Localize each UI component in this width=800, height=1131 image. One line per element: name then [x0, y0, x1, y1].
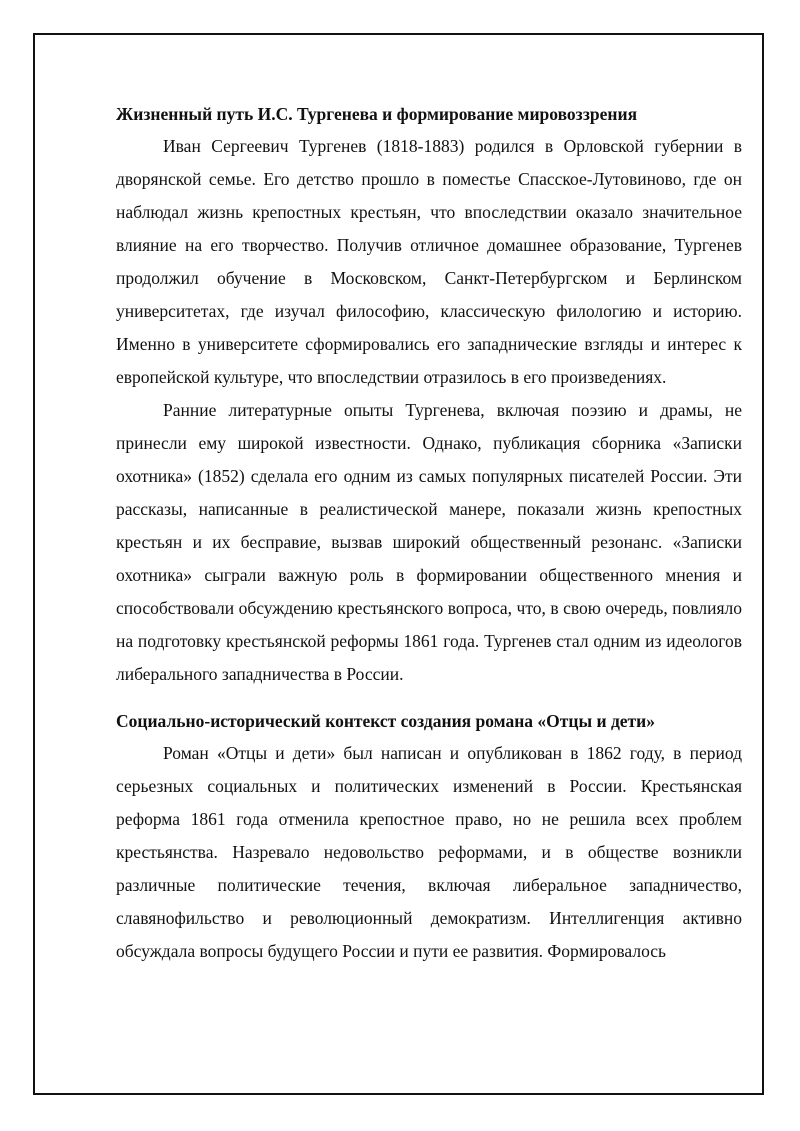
paragraph: Роман «Отцы и дети» был написан и опубликован в 1862 году, в период серьезных социальных и политических изменений в России. Крестьянская реформа 1861 года отменила крепостное право, но не решила всех проблем крестьянства. Назревало недовольство реформами, и в обществе возникли различные политические течения, включая либеральное западничество, славянофильство и революционный демократизм. Интеллигенция активно обсуждала вопросы будущего России и пути ее развития. Формировалось	[116, 743, 742, 961]
section-biography	[116, 98, 742, 691]
paragraph: Ранние литературные опыты Тургенева, включая поэзию и драмы, не принесли ему широкой известности. Однако, публикация сборника «Записки охотника» (1852) сделала его одним из самых популярных писателей России. Эти рассказы, написанные в реалистической манере, показали жизнь крепостных крестьян и их бесправие, вызвав широкий общественный резонанс. «Записки охотника» сыграли важную роль в формировании общественного мнения и способствовали обсуждению крестьянского вопроса, что, в свою очередь, повлияло на подготовку крестьянской реформы 1861 года. Тургенев стал одним из идеологов либерального западничества в России.	[116, 400, 742, 684]
paragraph: Иван Сергеевич Тургенев (1818-1883) родился в Орловской губернии в дворянской семье. Его детство прошло в поместье Спасское-Лутовиново, где он наблюдал жизнь крепостных крестьян, что впоследствии оказало значительное влияние на его творчество. Получив отличное домашнее образование, Тургенев продолжил обучение в Московском, Санкт-Петербургском и Берлинском университетах, где изучал философию, классическую филологию и историю. Именно в университете сформировались его западнические взгляды и интерес к европейской культуре, что впоследствии отразилось в его произведениях.	[116, 136, 742, 387]
section-heading: Социально-исторический контекст создания романа «Отцы и дети»	[116, 711, 655, 731]
section-historical-context	[116, 705, 742, 968]
section-heading: Жизненный путь И.С. Тургенева и формирование мировоззрения	[116, 104, 638, 124]
document-body	[116, 92, 742, 968]
